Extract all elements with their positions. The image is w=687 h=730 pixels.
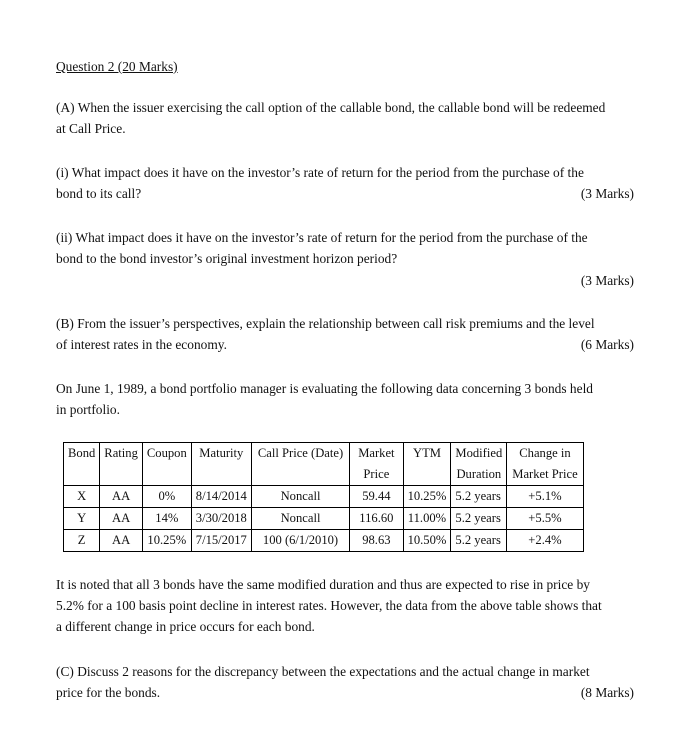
question-title: Question 2 (20 Marks) [56, 59, 178, 74]
table-header-row-2 [64, 464, 584, 486]
header-change-in-price: Change in [507, 443, 583, 465]
cell-coupon: 14% [142, 508, 191, 530]
header2-maturity [191, 464, 251, 486]
table-header-row [64, 443, 584, 465]
cell-change-in-price: +2.4% [507, 530, 583, 552]
part-c-line1: (C) Discuss 2 reasons for the discrepancy between the expectations and the actual change in market [56, 664, 590, 679]
cell-rating: AA [100, 530, 143, 552]
cell-market-price: 98.63 [350, 530, 403, 552]
part-b [56, 313, 634, 355]
header-coupon: Coupon [142, 443, 191, 465]
cell-call-price: Noncall [251, 486, 349, 508]
note-line2: 5.2% for a 100 basis point decline in interest rates. However, the data from the above table shows that [56, 598, 602, 613]
cell-bond: Z [64, 530, 100, 552]
table-row [64, 530, 584, 552]
part-b-line1: (B) From the issuer’s perspectives, explain the relationship between call risk premiums and the level [56, 316, 595, 331]
cell-ytm: 11.00% [403, 508, 451, 530]
header2-bond [64, 464, 100, 486]
part-i-line2-text: bond to its call? [56, 186, 142, 201]
cell-call-price: Noncall [251, 508, 349, 530]
cell-change-in-price: +5.5% [507, 508, 583, 530]
part-c-line2 [56, 682, 634, 703]
table-row [64, 486, 584, 508]
header2-modified-duration: Duration [451, 464, 507, 486]
note-line1: It is noted that all 3 bonds have the same modified duration and thus are expected to rise in price by [56, 577, 590, 592]
bond-table [63, 442, 584, 552]
header-rating: Rating [100, 443, 143, 465]
part-i-marks: (3 Marks) [580, 186, 634, 201]
cell-bond: Y [64, 508, 100, 530]
cell-modified-duration: 5.2 years [451, 486, 507, 508]
part-c-line2-text: price for the bonds. [56, 685, 161, 700]
part-a-line1: (A) When the issuer exercising the call option of the callable bond, the callable bond will be redeemed [56, 100, 606, 115]
part-ii [56, 227, 634, 292]
cell-market-price: 59.44 [350, 486, 403, 508]
cell-rating: AA [100, 508, 143, 530]
header-modified-duration: Modified [451, 443, 507, 465]
intro-line1: On June 1, 1989, a bond portfolio manager is evaluating the following data concerning 3 bonds held [56, 381, 593, 396]
cell-coupon: 10.25% [142, 530, 191, 552]
header2-market-price: Price [350, 464, 403, 486]
cell-rating: AA [100, 486, 143, 508]
header2-call-price [251, 464, 349, 486]
table-row [64, 508, 584, 530]
part-i [56, 162, 634, 204]
header2-rating [100, 464, 143, 486]
intro-line2: in portfolio. [56, 402, 120, 417]
note-paragraph [56, 574, 634, 637]
cell-modified-duration: 5.2 years [451, 530, 507, 552]
cell-maturity: 7/15/2017 [191, 530, 251, 552]
cell-call-price: 100 (6/1/2010) [251, 530, 349, 552]
cell-maturity: 3/30/2018 [191, 508, 251, 530]
note-line3: a different change in price occurs for each bond. [56, 619, 315, 634]
part-i-line1: (i) What impact does it have on the investor’s rate of return for the period from the purchase of the [56, 165, 584, 180]
header-bond: Bond [64, 443, 100, 465]
part-c [56, 661, 634, 703]
cell-change-in-price: +5.1% [507, 486, 583, 508]
part-ii-line1: (ii) What impact does it have on the investor’s rate of return for the period from the purchase of the [56, 230, 588, 245]
part-b-line2-text: of interest rates in the economy. [56, 337, 227, 352]
header2-coupon [142, 464, 191, 486]
part-i-line2 [56, 183, 634, 204]
part-ii-marks: (3 Marks) [580, 273, 634, 288]
part-a-line2: at Call Price. [56, 121, 126, 136]
cell-modified-duration: 5.2 years [451, 508, 507, 530]
part-c-marks: (8 Marks) [580, 685, 634, 700]
part-a [56, 97, 634, 139]
header2-ytm [403, 464, 451, 486]
intro-paragraph [56, 378, 634, 420]
header-maturity: Maturity [191, 443, 251, 465]
header-ytm: YTM [403, 443, 451, 465]
part-ii-line2: bond to the bond investor’s original investment horizon period? [56, 251, 398, 266]
part-b-marks: (6 Marks) [580, 337, 634, 352]
cell-market-price: 116.60 [350, 508, 403, 530]
cell-maturity: 8/14/2014 [191, 486, 251, 508]
cell-ytm: 10.25% [403, 486, 451, 508]
header-call-price: Call Price (Date) [251, 443, 349, 465]
header2-change-in-price: Market Price [507, 464, 583, 486]
part-b-line2 [56, 334, 634, 355]
header-market-price: Market [350, 443, 403, 465]
cell-ytm: 10.50% [403, 530, 451, 552]
cell-coupon: 0% [142, 486, 191, 508]
cell-bond: X [64, 486, 100, 508]
